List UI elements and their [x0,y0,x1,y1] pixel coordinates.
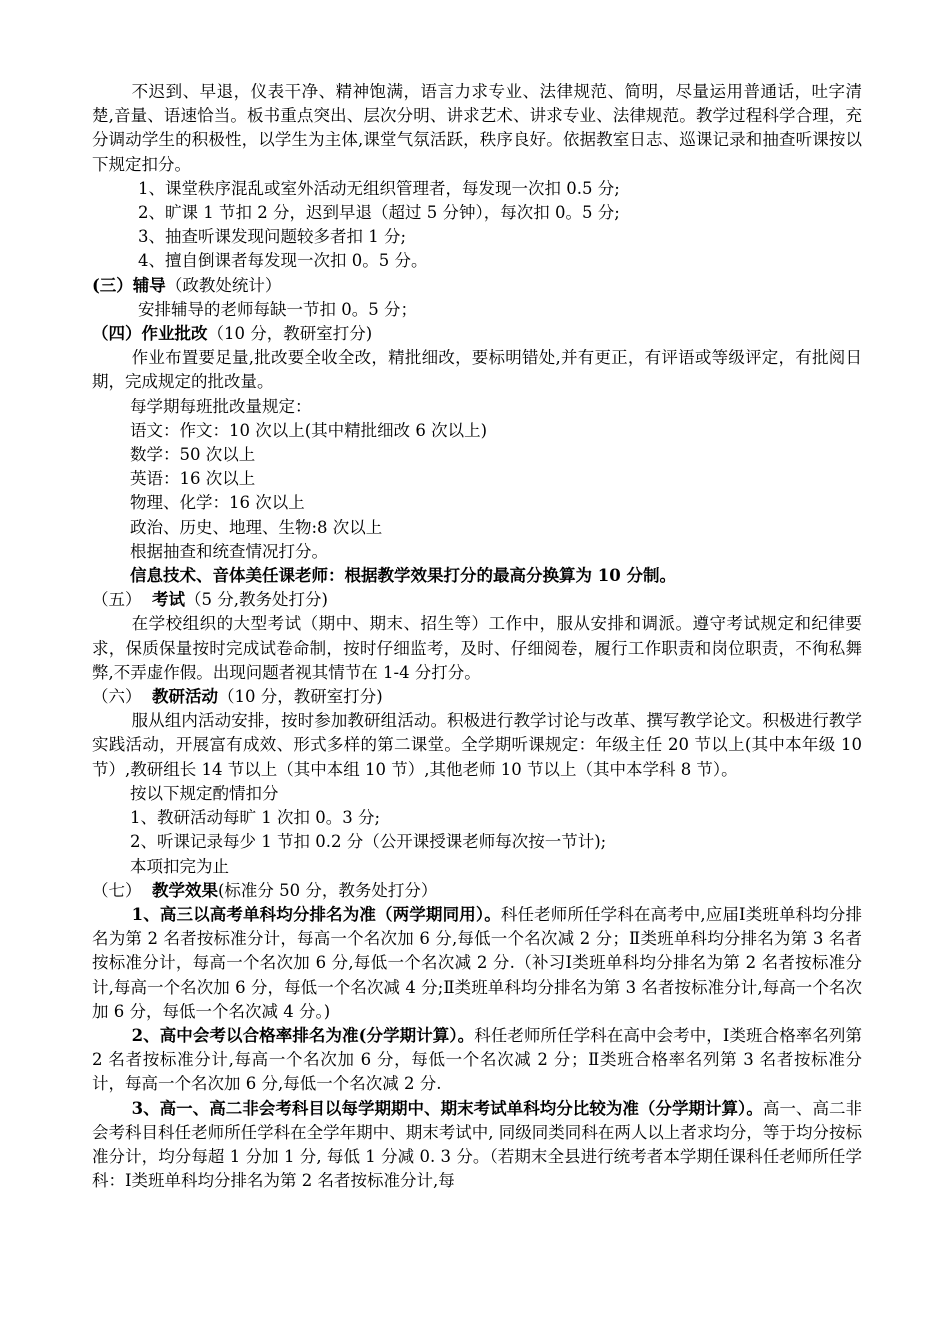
section-7-p3-text: 高一、高二非会考科目科任老师所任学科在全学年期中、期末考试中, 同级同类同科在两人以上者求均分，等于均分按标准分计，均分每超 1 分加 1 分, 每低 1 分减 0. 3 分。（若期末全县进行统考者本学期任课科任老师所任学科：Ⅰ类班单科均分排名为第 2 名者按标准分计,每 [92,1098,863,1191]
section-6-title: 教研活动 [152,687,218,707]
rule-2: 2、旷课 1 节扣 2 分，迟到早退（超过 5 分钟），每次扣 0。5 分; [138,203,620,223]
section-7-p2-text: 科任老师所任学科在高中会考中，Ⅰ类班合格率名列第 2 名者按标准分计,每高一个名次加 6 分，每低一个名次减 2 分；Ⅱ类班合格率名列第 3 名者按标准分计，每高一个名次加 6 分,每低一个名次减 2 分. [92,1025,862,1094]
section-4-paragraph: 作业布置要足量,批改要全收全改，精批细改，要标明错处,并有更正，有评语或等级评定，有批阅日期，完成规定的批改量。 [92,348,862,392]
section-4-physics: 物理、化学：16 次以上 [130,493,305,513]
section-7-note: (标准分 50 分，教务处打分） [218,880,438,900]
section-7-paragraph-3 [92,1097,862,1194]
section-4-title: （四）作业批改 [92,324,208,344]
section-7-heading [92,879,862,903]
section-4-rule-head: 每学期每班批改量规定： [130,396,312,416]
section-7-title: 教学效果 [152,880,218,900]
section-3-heading [92,274,862,298]
section-5-number: （五） [92,590,142,610]
section-4-math: 数学：50 次以上 [130,445,256,465]
intro-paragraph: 不迟到、早退，仪表干净、精神饱满，语言力求专业、法律规范、简明，尽量运用普通话，吐字清楚,音量、语速恰当。板书重点突出、层次分明、讲求艺术、讲求专业、法律规范。教学过程科学合理，充分调动学生的积极性，以学生为主体,课堂气氛活跃，秩序良好。依据教室日志、巡课记录和抽查听课按以下规定扣分。 [92,82,862,174]
section-7-p3-lead: 3、高一、高二非会考科目以每学期期中、期末考试单科均分比较为准（分学期计算）。 [131,1098,763,1118]
section-6-note: （10 分，教研室打分) [218,687,383,707]
section-5-paragraph: 在学校组织的大型考试（期中、期末、招生等）工作中，服从安排和调派。遵守考试规定和纪律要求，保质保量按时完成试卷命制，按时仔细监考，及时、仔细阅卷，履行工作职责和岗位职责，不徇私舞弊,不弄虚作假。出现问题者视其情节在 1-4 分打分。 [92,614,862,682]
section-4-english: 英语：16 次以上 [130,469,256,489]
section-7-paragraph-1 [92,903,862,1024]
section-6-rule-2: 2、听课记录每少 1 节扣 0.2 分（公开课授课老师每次按一节计); [130,832,607,852]
section-7-p2-lead: 2、高中会考以合格率排名为准(分学期计算）。 [131,1025,475,1045]
rule-1: 1、课堂秩序混乱或室外活动无组织管理者，每发现一次扣 0.5 分; [138,178,620,198]
section-6-heading [92,685,862,709]
section-3-text: 安排辅导的老师每缺一节扣 0。5 分； [138,299,417,319]
section-6-paragraph: 服从组内活动安排，按时参加教研组活动。积极进行教学讨论与改革、撰写教学论文。积极进行教学实践活动，开展富有成效、形式多样的第二课堂。全学期听课规定：年级主任 20 节以上(其中本年级 10 节）,教研组长 14 节以上（其中本组 10 节）,其他老师 10 节以上（其中本学科 8 节）。 [92,711,862,779]
section-7-number: （七） [92,880,142,900]
section-4-others: 政治、历史、地理、生物:8 次以上 [130,517,383,537]
section-6-number: （六） [92,687,142,707]
section-3-note: （政教处统计） [165,275,282,295]
section-5-note: （5 分,教务处打分) [185,590,328,610]
section-6-rule-head: 按以下规定酌情扣分 [130,783,279,803]
section-3-title: (三）辅导 [92,275,166,295]
section-7-p1-text: 科任老师所任学科在高考中,应届Ⅰ类班单科均分排名为第 2 名者按标准分计，每高一个名次加 6 分,每低一个名次减 2 分；Ⅱ类班单科均分排名为第 3 名者按标准分计，每高一个名次加 6 分,每低一个名次减 2 分.（补习Ⅰ类班单科均分排名为第 2 名者按标准分计,每高一个名次加 6 分，每低一个名次减 4 分;Ⅱ类班单科均分排名为第 3 名者按标准分计,每高一个名次加 6 分，每低一个名次减 4 分。) [92,904,862,1021]
section-7-p1-lead: 1、高三以高考单科均分排名为准（两学期同用）。 [131,904,501,924]
rule-3: 3、抽查听课发现问题较多者扣 1 分; [138,227,407,247]
section-4-chinese: 语文：作文：10 次以上(其中精批细改 6 次以上) [130,420,488,440]
section-5-title: 考试 [152,590,185,610]
section-4-bold-note: 信息技术、音体美任课老师：根据教学效果打分的最高分换算为 10 分制。 [130,566,676,586]
section-4-check: 根据抽查和统查情况打分。 [130,541,328,561]
section-6-end: 本项扣完为止 [130,856,229,876]
section-6-rule-1: 1、教研活动每旷 1 次扣 0。3 分; [130,808,381,828]
rule-4: 4、擅自倒课者每发现一次扣 0。5 分。 [138,251,428,271]
section-4-note: （10 分，教研室打分) [207,324,373,344]
section-5-heading [92,588,862,612]
section-4-heading [92,322,862,346]
section-7-paragraph-2 [92,1024,862,1097]
